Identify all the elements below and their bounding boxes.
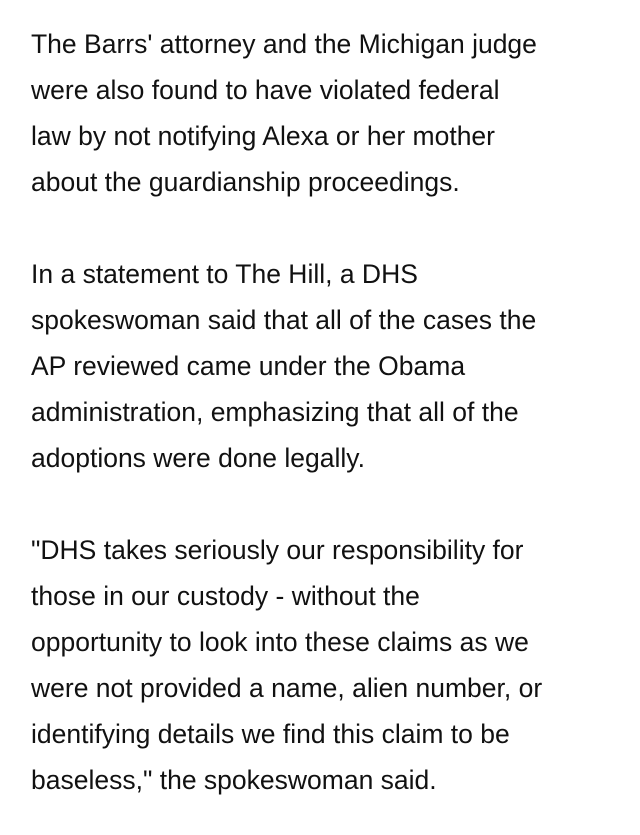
text-line: AP reviewed came under the Obama [31,351,466,381]
text-line: opportunity to look into these claims as we [31,627,529,657]
paragraph-guardianship [31,21,621,205]
text-line: administration, emphasizing that all of the [31,397,519,427]
text-line: those in our custody - without the [31,581,420,611]
text-line: spokeswoman said that all of the cases the [31,305,537,335]
text-line: adoptions were done legally. [31,443,365,473]
text-line: baseless," the spokeswoman said. [31,765,437,795]
text-line: "DHS takes seriously our responsibility for [31,535,524,565]
paragraph-dhs-statement [31,251,621,481]
text-line: The Barrs' attorney and the Michigan judge [31,29,537,59]
text-line: law by not notifying Alexa or her mother [31,121,495,151]
text-line: In a statement to The Hill, a DHS [31,259,418,289]
text-line: were not provided a name, alien number, or [31,673,543,703]
text-line: identifying details we find this claim to be [31,719,510,749]
paragraph-dhs-quote [31,527,621,803]
text-line: about the guardianship proceedings. [31,167,460,197]
article-body [31,21,621,803]
text-line: were also found to have violated federal [31,75,500,105]
